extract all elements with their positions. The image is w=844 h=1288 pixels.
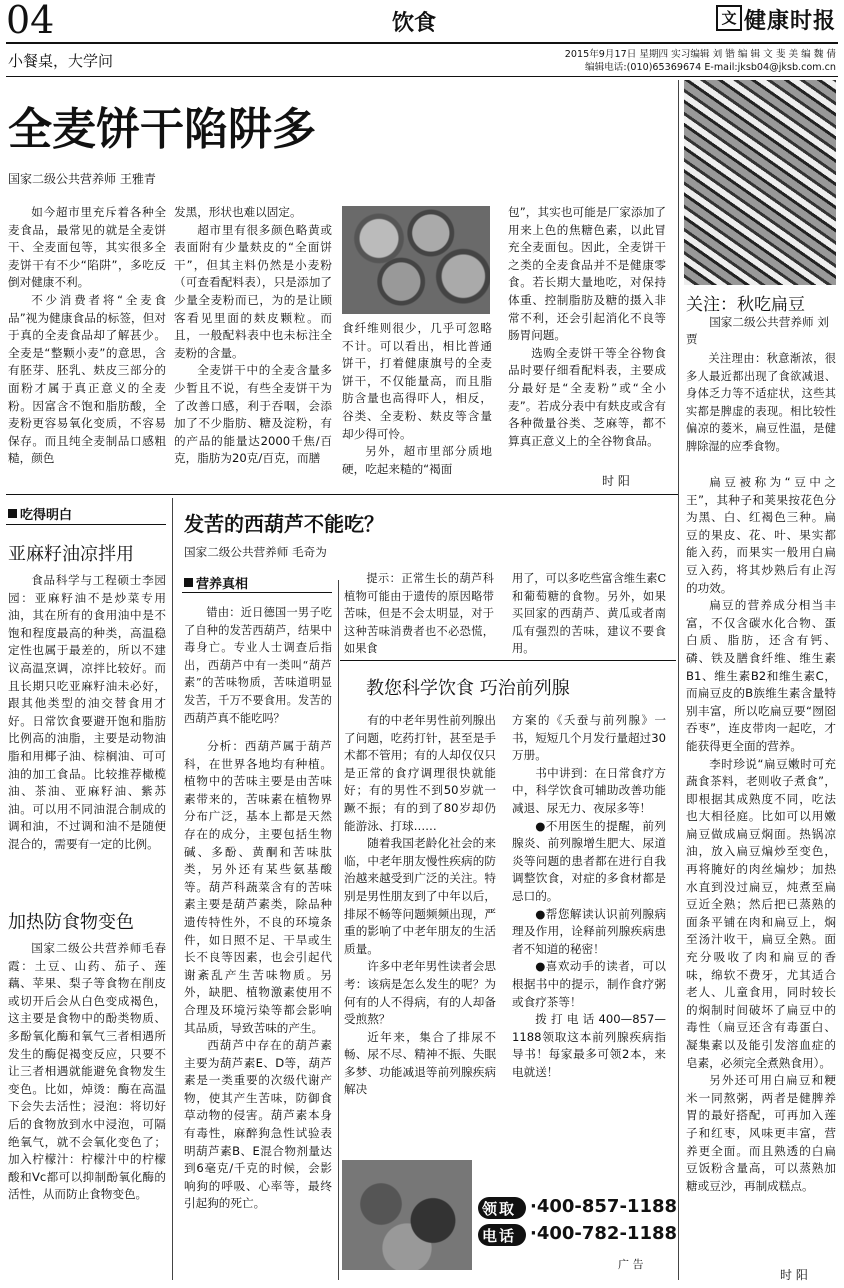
sidebar-author: 时 阳 <box>780 1268 808 1282</box>
logo: 健康时报 <box>744 8 837 34</box>
paragraph: 分析：西葫芦属于葫芦科，在世界各地均有种植。植物中的苦味主要是由苦味素带来的，苦味素在植物界分布广泛，基本上都是天然存在的成分，主要包括生物碱、多酚、黄酮和苦味肽类，另外还有某些氨基酸等。葫芦科蔬菜含有的苦味素主要是葫芦素类，除品种遗传特性外，不良的环境条件，如日照不足、干旱或生长不良等因素，也会引起代谢紊乱产生苦味物质。另外，缺肥、植物激素使用不合理及环境污染等都会影响其品质，导致苦味的产生。 <box>184 739 332 1035</box>
gourd-col-1-lead <box>184 604 332 727</box>
paragraph: 另外还可用白扁豆和粳米一同熬粥，两者是健脾养胃的最好搭配，可再加入莲子和红枣，风味更丰富，营养更全面。而且熟透的白扁豆饭粉含量高，可以蒸熟加糖或豆沙，再制成糕点。 <box>686 1073 836 1193</box>
paragraph: 有的中老年男性前列腺出了问题，吃药打针，甚至是手术都不管用；有的人却仅仅只是正常的食疗调理很快就能好；有的男性不到50岁就一蹶不振；有的到了80岁却仍能游泳、打球…… <box>344 713 496 833</box>
section-rule <box>6 494 678 495</box>
paragraph: 食纤维则很少，几乎可忽略不计。可以看出，相比普通饼干，打着健康旗号的全麦饼干，不仅能量高，而且脂肪含量也高得吓人，相反，谷类、全麦粉、麸皮等含量却少得可怜。 <box>342 321 492 441</box>
paragraph: ●喜欢动手的读者，可以根据书中的提示，制作食疗粥或食疗茶等！ <box>512 959 666 1009</box>
phone2-label: 电话 <box>482 1227 517 1245</box>
main-byline: 国家二级公共营养师 王雅青 <box>8 172 156 186</box>
main-author: 时 阳 <box>602 474 630 488</box>
paragraph: ●帮您解读认识前列腺病理及作用，诠释前列腺疾病患者不知道的秘密！ <box>512 906 666 956</box>
bean-photo <box>684 80 836 285</box>
sidebar-lead <box>686 350 836 456</box>
paragraph: 用了，可以多吃些富含维生素C和葡萄糖的食物。另外，如果买回家的西葫芦、黄瓜或者南瓜有强烈的苦味，建议不要食用。 <box>512 572 666 656</box>
ad-mark: 广 告 <box>618 1258 644 1271</box>
paragraph: 错由：近日德国一男子吃了自种的发苦西葫芦，结果中毒身亡。专业人士调查后指出，西葫芦中有一类叫“葫芦素”的苦味物质，苦味道明显发苦，千万不要食用。发苦的西葫芦真不能吃吗？ <box>184 606 332 725</box>
ad-title: 教您科学饮食 巧治前列腺 <box>366 678 570 699</box>
paragraph: 如今超市里充斥着各种全麦食品，最常见的就是全麦饼干、全麦面包等，其实很多全麦饼干有不少“陷阱”，多吃反倒对健康不利。 <box>8 205 166 290</box>
left-a1-body <box>8 572 166 854</box>
paragraph: 李时珍说“扁豆嫩时可充蔬食茶料，老则收子煮食”，即根据其成熟度不同，吃法也大相径庭。比如可以用嫩扁豆做成扁豆焖面。热锅凉油，放入扁豆煸炒至变色，再将腌好的肉丝煸炒；加热水直到没过扁豆，炖煮至扁豆近全熟；然后把已蒸熟的面条平铺在肉和扁豆上，焖至汤汁收干，扁豆全熟。面充分吸收了肉和扁豆的香味，绵软不费牙，尤其适合老人、儿童食用，同时较长的焖制时间破坏了扁豆中的毒性（扁豆还含有毒蛋白、凝集素以及能引发溶血症的皂素，必须完全煮熟食用）。 <box>686 756 836 1070</box>
section-title: 饮食 <box>392 10 437 36</box>
ad-col-2 <box>512 712 666 1081</box>
paragraph: 全麦饼干中的全麦含量多少暂且不说，有些全麦饼干为了改善口感，利于吞咽，会添加了不少脂肪、糖及淀粉，有的产品的能量达2000千焦/百克，脂肪为20克/百克，而膳 <box>174 363 332 466</box>
paragraph: 许多中老年男性读者会思考：该病是怎么发生的呢？为何有的人不得病，有的人却备受煎熬？ <box>344 959 496 1027</box>
paragraph: 方案的《夭蚕与前列腺》一书，短短几个月发行量超过30万册。 <box>512 713 666 763</box>
paragraph: 另外，超市里部分质地硬，吃起来糙的“褐面 <box>342 444 492 476</box>
column-name: 小餐桌，大学问 <box>8 52 114 70</box>
gourd-label-rule <box>182 592 332 593</box>
vegetable-photo <box>342 1160 472 1270</box>
phone2-number: ·400-782-1188 <box>530 1223 678 1244</box>
ad-col-1 <box>344 712 496 1099</box>
paragraph: 拨打电话400—857—1188领取这本前列腺疾病指导书！每家最多可领2本，来电就送！ <box>512 1012 666 1079</box>
left-a2-body <box>8 940 166 1204</box>
paragraph: 包”，其实也可能是厂家添加了用来上色的焦糖色素，以此冒充全麦面包。因此，全麦饼干之类的全麦食品并不是健康零食。若长期大量地吃，对保持体重、控制脂肪及糖的摄入非常不利，还会引起消化不良等肠胃问题。 <box>508 205 666 343</box>
paragraph: 扁豆被称为“豆中之王”，其种子和荚果按花色分为黑、白、红褐色三种。扁豆的果皮、花、叶、果实都能入药，而果实一般用白扁豆入药，将其炒熟后有止泻的功效。 <box>686 475 836 595</box>
paragraph: 扁豆的营养成分相当丰富，不仅含碳水化合物、蛋白质、脂肪，还含有钙、磷、铁及膳食纤维、维生素B1、维生素B2和维生素C，而扁豆皮的B族维生素含量特别丰富，所以吃扁豆要“囫囵吞枣”，连皮带肉一起吃，才能获得更全面的营养。 <box>686 598 836 753</box>
left-a2-title: 加热防食物变色 <box>8 912 134 933</box>
logo-icon: 文 <box>716 5 742 31</box>
left-section-label: 吃得明白 <box>20 508 73 523</box>
gourd-title: 发苦的西葫芦不能吃？ <box>184 512 384 536</box>
paragraph: 随着我国老龄化社会的来临，中老年朋友慢性疾病的防治越来越受到广泛的关注。特别是男性朋友到了中年以后，排尿不畅等问题频频出现，严重的影响了中老年朋友的生活质量。 <box>344 836 496 956</box>
main-col-1 <box>8 204 166 468</box>
paragraph: 近年来，集合了排尿不畅、尿不尽、精神不振、失眠多梦、功能减退等前列腺疾病解决 <box>344 1029 496 1097</box>
left-a1-title: 亚麻籽油凉拌用 <box>8 544 134 565</box>
square-marker-icon <box>8 509 17 518</box>
ad-rule <box>340 660 676 661</box>
meta-line-1: 2015年9月17日 星期四 实习编辑 刘 锴 编 辑 文 斐 美 编 魏 倩 <box>564 49 836 60</box>
sidebar-body <box>686 474 836 1195</box>
square-marker-icon <box>184 578 193 587</box>
left-label-rule <box>6 524 166 525</box>
main-col-2 <box>174 204 332 468</box>
paragraph: 超市里有很多颜色略黄或表面附有少量麸皮的“全面饼干”，但其主料仍然是小麦粉（可查看配料表），只是添加了少量全麦粉而已，为的是让顾客看见里面的麸皮颗粒。而且，一般配料表中也未标注全麦粉的含量。 <box>174 222 332 360</box>
sidebar-divider <box>678 80 679 1280</box>
main-title: 全麦饼干陷阱多 <box>8 104 316 155</box>
header-rule-2 <box>6 76 838 77</box>
sidebar-byline: 国家二级公共营养师 刘 贾 <box>686 315 829 346</box>
gourd-divider <box>338 580 339 1280</box>
paragraph: 不少消费者将“全麦食品”视为健康食品的标签，但对于真的全麦食品却了解甚少。全麦是“整颗小麦”的意思，含有胚芽、胚乳、麸皮三部分的面粉才属于真正意义的全麦粉。因富含不饱和脂肪酸，全麦粉更容易氧化变质，不容易保存。而且纯全麦制品口感粗糙，颜色 <box>8 292 166 466</box>
phone1-label: 领取 <box>482 1200 517 1218</box>
sidebar-title: 关注：秋吃扁豆 <box>686 295 805 315</box>
paragraph: ●不用医生的提醒，前列腺炎、前列腺增生肥大、尿道炎等问题的患者都在进行自我调整饮食，对症的多食材都是忌口的。 <box>512 818 666 903</box>
gourd-col-1-body <box>184 738 332 1213</box>
left-divider <box>172 498 173 1280</box>
gourd-section-label: 营养真相 <box>196 577 249 592</box>
gourd-col-2 <box>344 570 494 658</box>
header-rule <box>6 42 838 44</box>
paragraph: 食品科学与工程硕士李园园：亚麻籽油不是炒菜专用油，其在所有的食用油中是不饱和程度最高的种类，高温稳定性也属于最差的，所以不建议高温烹调，凉拌比较好。而且长期只吃亚麻籽油未必好，跟其他类型的油交替食用才好。日常饮食要避开饱和脂肪比例高的油脂，主要是动物油脂和用椰子油、棕榈油、可可油的加工食品。比较推荐橄榄油、茶油、亚麻籽油、紫苏油。可以用不同油混合制成的调和油，不过调和油不是随便混合的，需要有一定的比例。 <box>8 573 166 851</box>
paragraph: 选购全麦饼干等全谷物食品时要仔细看配料表，主要成分最好是“全麦粉”或“全小麦”。若成分表中有麸皮或含有各种微量谷类、芝麻等，都不算真正意义上的全谷物食品。 <box>508 345 666 448</box>
paragraph: 西葫芦中存在的葫芦素主要为葫芦素E、D等，葫芦素是一类重要的次级代谢产物，使其产生苦味，防御食草动物的侵害。葫芦素本身有毒性，麻醉狗急性试验表明葫芦素B、E混合物剂量达到6毫克/千克的时候，会影响狗的呼吸、心率等，最终引起狗的死亡。 <box>184 1038 332 1211</box>
meta-line-2: 编辑电话:(010)65369674 E-mail:jksb04@jksb.com.cn <box>585 62 836 73</box>
main-col-3 <box>342 320 492 478</box>
paragraph: 书中讲到：在日常食疗方中，科学饮食可辅助改善功能减退、尿无力、夜尿多等！ <box>512 765 666 815</box>
biscuit-photo <box>342 206 490 314</box>
gourd-col-3 <box>512 570 666 658</box>
paragraph: 发黑，形状也难以固定。 <box>174 205 302 219</box>
main-col-4 <box>508 204 666 450</box>
phone1-number: ·400-857-1188 <box>530 1196 678 1217</box>
paragraph: 提示：正常生长的葫芦科植物可能由于遗传的原因略带苦味，但是不会太明显，对于这种苦味消费者也不必恐慌，如果食 <box>344 572 494 656</box>
paragraph: 国家二级公共营养师毛春霞：土豆、山药、茄子、莲藕、苹果、梨子等食物在削皮或切开后会从白色变成褐色，这主要是食物中的酚类物质、多酚氧化酶和氧气三者相遇所发生的酶促褐变反应，只要不让三者相遇就能避免食物发生变色。比如，焯烫：酶在高温下会失去活性；浸泡：将切好后的食物放到水中浸泡，可隔绝氧气，就不会氧化变色了；加入柠檬汁：柠檬汁中的柠檬酸和Vc都可以抑制酚氧化酶的活性，从而防止食物变色。 <box>8 941 166 1202</box>
page-number: 04 <box>6 0 55 42</box>
paragraph: 关注理由：秋意渐浓，很多人最近都出现了食欲减退、身体乏力等不适症状，这些其实都是脾虚的表现。相比较性偏凉的菱米，扁豆性温，是健脾除湿的应季食物。 <box>686 352 836 453</box>
gourd-byline: 国家二级公共营养师 毛奇为 <box>184 545 327 559</box>
